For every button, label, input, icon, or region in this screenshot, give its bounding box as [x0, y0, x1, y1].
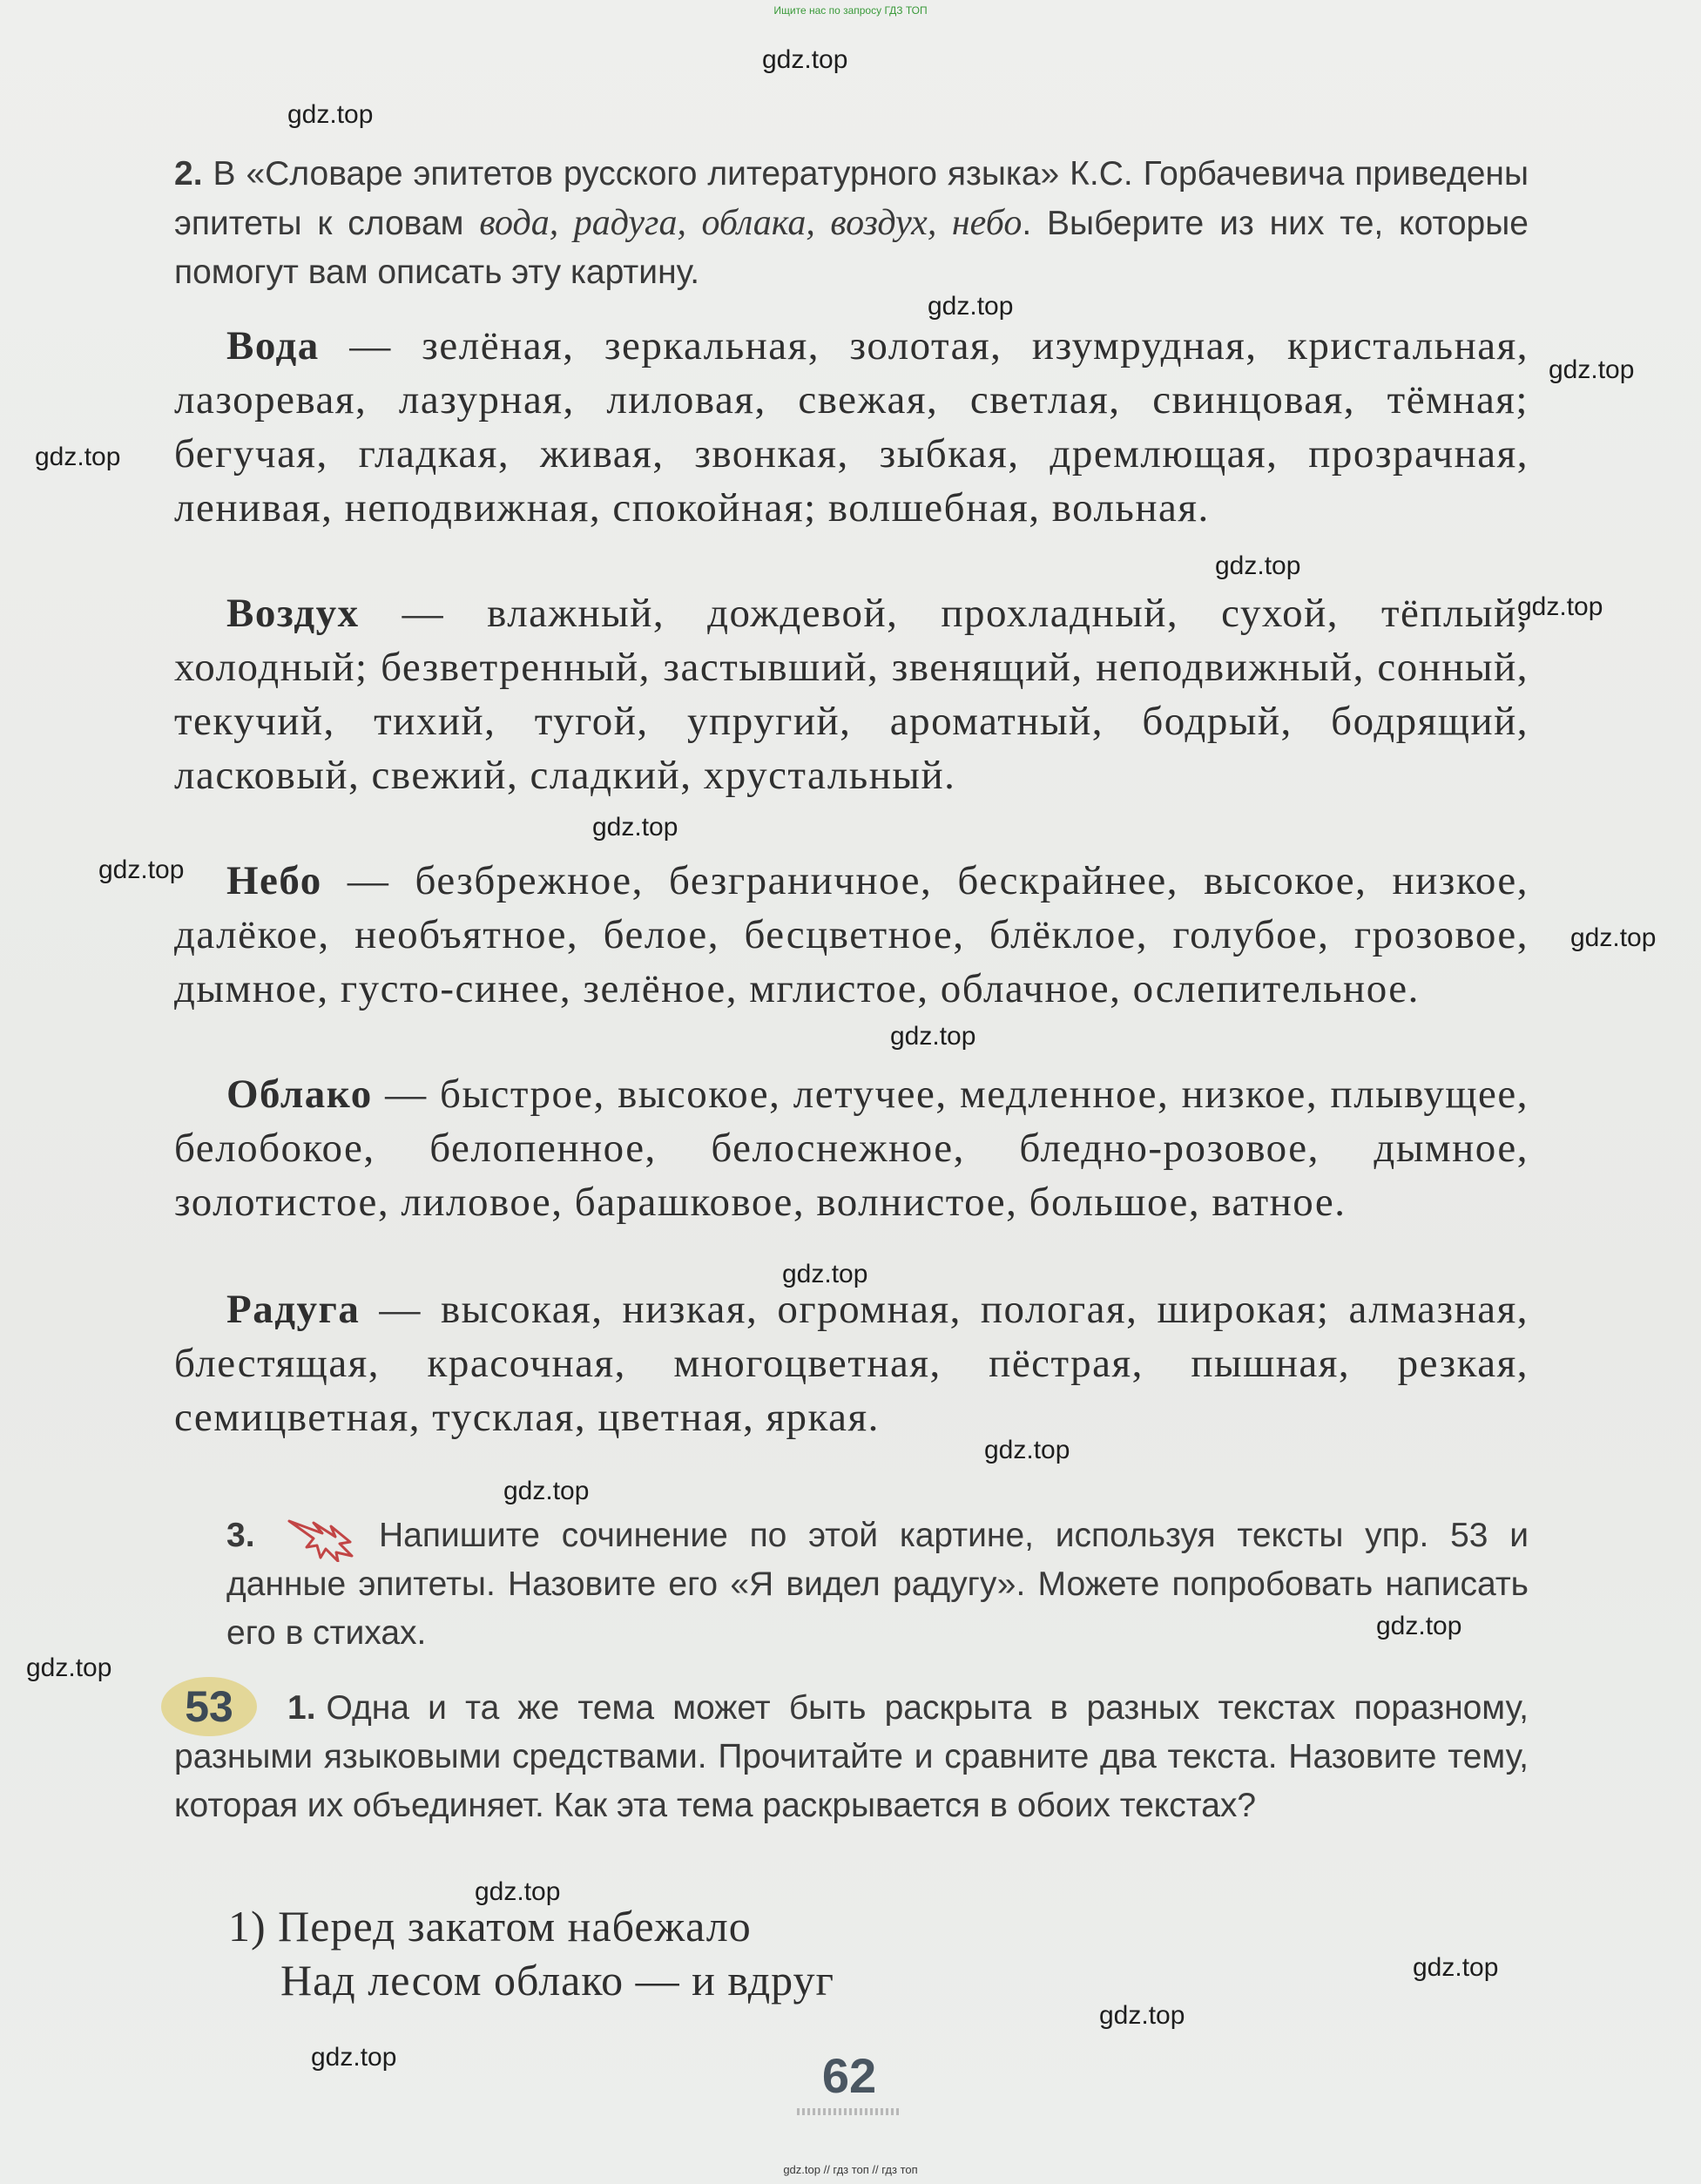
watermark: gdz.top: [311, 2043, 397, 2072]
exercise-text: В «Словаре эпитетов русского литературного языка» К.С. Горбачевича приведены эпитеты к словам: [174, 155, 1529, 242]
epithet-head: Вода: [226, 323, 320, 369]
epithet-list: — быстрое, высокое, летучее, медленное, низкое, плывущее, белобокое, белопенное, белоснежное, бледно-розовое, дымное, золотистое, лиловое, барашковое, волнистое, большое, ватное.: [174, 1072, 1529, 1225]
exercise-text: . Выберите из них те, которые помогут вам описать эту картину.: [174, 205, 1529, 291]
poem-line: 1) Перед закатом набежало: [228, 1902, 752, 1951]
watermark: gdz.top: [35, 443, 121, 471]
watermark: gdz.top: [1099, 2001, 1185, 2030]
watermark: gdz.top: [1215, 551, 1301, 580]
footer-note: gdz.top // гдз топ // гдз топ: [783, 2163, 918, 2176]
epithet-head: Воздух: [226, 591, 360, 636]
exercise-words: вода, радуга, облака, воздух, небо: [479, 203, 1023, 243]
exercise-53: [174, 1684, 1529, 1830]
watermark: gdz.top: [1376, 1612, 1462, 1640]
epithet-head: Радуга: [226, 1287, 361, 1332]
exercise-badge: 53: [161, 1677, 257, 1736]
epithet-head: Небо: [226, 858, 322, 903]
exercise-number: 3.: [226, 1517, 255, 1554]
watermark: gdz.top: [592, 813, 678, 842]
watermark: gdz.top: [26, 1653, 112, 1682]
epithet-head: Облако: [226, 1072, 373, 1117]
watermark: gdz.top: [890, 1022, 976, 1051]
watermark: gdz.top: [1570, 923, 1657, 952]
epithet-block-vozdukh: [174, 586, 1529, 802]
exercise-3-text: Напишите сочинение по этой картине, используя тексты упр. 53 и данные эпитеты. Назовите его «Я видел радугу». Можете попробовать написать его в стихах.: [226, 1517, 1529, 1652]
watermark: gdz.top: [928, 292, 1014, 321]
header-note: Ищите нас по запросу ГДЗ ТОП: [773, 4, 928, 17]
page-number-underline: [797, 2108, 901, 2115]
watermark: gdz.top: [1413, 1953, 1499, 1982]
epithet-list: — влажный, дождевой, прохладный, сухой, тёплый, холодный; безветренный, застывший, звенящий, неподвижный, сонный, текучий, тихий, тугой, упругий, ароматный, бодрый, бодрящий, ласковый, свежий, сладкий, хрустальный.: [174, 591, 1529, 798]
epithet-list: — зелёная, зеркальная, золотая, изумрудная, кристальная, лазоревая, лазурная, лиловая, свежая, светлая, свинцовая, тёмная; бегучая, гладкая, живая, звонкая, зыбкая, дремлющая, прозрачная, ленивая, неподвижная, спокойная; волшебная, вольная.: [174, 323, 1529, 531]
epithet-block-oblako: [174, 1067, 1529, 1229]
exercise-2: [174, 150, 1529, 297]
epithet-list: — высокая, низкая, огромная, пологая, широкая; алмазная, блестящая, красочная, многоцветная, пёстрая, пышная, резкая, семицветная, тусклая, цветная, яркая.: [174, 1287, 1529, 1440]
watermark: gdz.top: [503, 1477, 590, 1505]
watermark: gdz.top: [1549, 355, 1635, 384]
page-number: 62: [821, 2048, 877, 2103]
exercise-number: 2.: [174, 155, 203, 193]
watermark: gdz.top: [782, 1260, 868, 1288]
epithet-block-voda: [174, 319, 1529, 535]
epithet-block-raduga: [174, 1282, 1529, 1444]
watermark: gdz.top: [287, 100, 374, 129]
watermark: gdz.top: [1517, 592, 1603, 621]
poem: [228, 1899, 834, 2007]
epithet-block-nebo: [174, 854, 1529, 1016]
watermark: gdz.top: [98, 855, 185, 884]
watermark: gdz.top: [762, 45, 848, 74]
exercise-number: 1.: [287, 1689, 316, 1727]
watermark: gdz.top: [984, 1436, 1070, 1464]
poem-line: Над лесом облако — и вдруг: [280, 1956, 835, 2005]
epithet-list: — безбрежное, безграничное, бескрайнее, высокое, низкое, далёкое, необъятное, белое, бесцветное, блёклое, голубое, грозовое, дымное, густо-синее, зелёное, мглистое, облачное, ослепительное.: [174, 858, 1529, 1011]
watermark: gdz.top: [475, 1877, 561, 1906]
exercise-text: Одна и та же тема может быть раскрыта в разных текстах поразному, разными языковыми средствами. Прочитайте и сравните два текста. Назовите тему, которая их объединяет. Как эта тема раскрывается в обоих текстах?: [174, 1689, 1529, 1824]
